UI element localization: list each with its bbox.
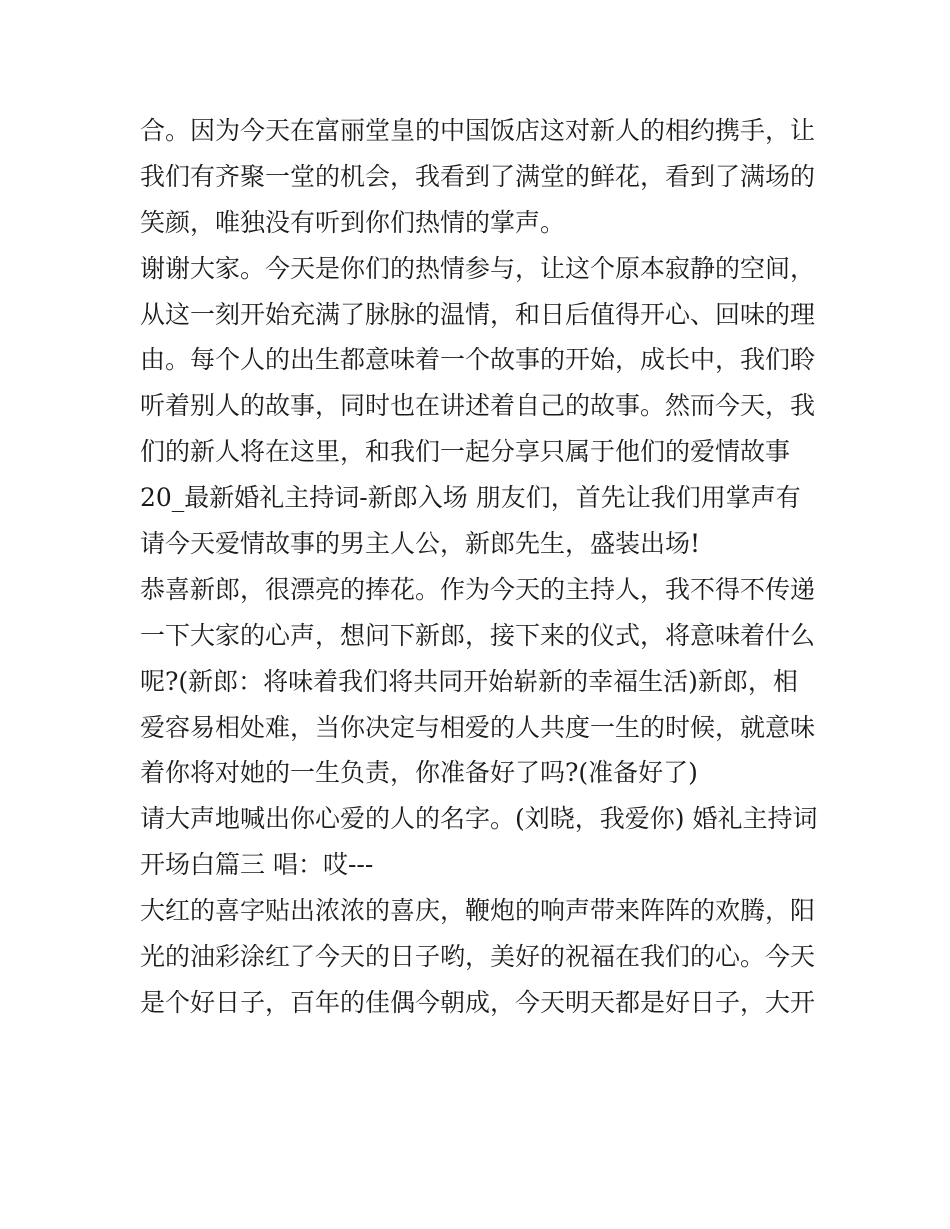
text-line: 合。因为今天在富丽堂皇的中国饭店这对新人的相约携手，让 bbox=[140, 116, 816, 145]
text-line: 笑颜，唯独没有听到你们热情的掌声。 bbox=[140, 207, 566, 237]
text-line: 听着别人的故事，同时也在讲述着自己的故事。然而今天，我 bbox=[140, 391, 816, 421]
text-line: 请大声地喊出你心爱的人的名字。(刘晓，我爱你) 婚礼主持词 bbox=[140, 804, 818, 834]
text-line: 着你将对她的一生负责，你准备好了吗?(准备好了) bbox=[140, 758, 698, 788]
text-line: 们的新人将在这里，和我们一起分享只属于他们的爱情故事 bbox=[140, 437, 791, 467]
text-line: 请今天爱情故事的男主人公，新郎先生，盛装出场! bbox=[140, 529, 701, 559]
text-line: 由。每个人的出生都意味着一个故事的开始，成长中，我们聆 bbox=[140, 345, 816, 375]
text-line: 光的油彩涂红了今天的日子哟，美好的祝福在我们的心。今天 bbox=[140, 942, 816, 972]
text-line: 开场白篇三 唱：哎--- bbox=[140, 850, 374, 880]
text-line: 爱容易相处难，当你决定与相爱的人共度一生的时候，就意味 bbox=[140, 712, 816, 742]
body-text bbox=[140, 108, 820, 1026]
text-line: 恭喜新郎，很漂亮的捧花。作为今天的主持人，我不得不传递 bbox=[140, 574, 816, 604]
text-line: 大红的喜字贴出浓浓的喜庆，鞭炮的响声带来阵阵的欢腾，阳 bbox=[140, 896, 816, 926]
text-line: 从这一刻开始充满了脉脉的温情，和日后值得开心、回味的理 bbox=[140, 299, 816, 329]
text-line: 是个好日子，百年的佳偶今朝成，今天明天都是好日子，大开 bbox=[140, 987, 816, 1017]
text-line: 呢?(新郎：将味着我们将共同开始崭新的幸福生活)新郎，相 bbox=[140, 666, 798, 696]
text-line: 谢谢大家。今天是你们的热情参与，让这个原本寂静的空间， bbox=[140, 253, 816, 283]
text-line: 一下大家的心声，想问下新郎，接下来的仪式，将意味着什么 bbox=[140, 620, 816, 650]
text-line: 20_最新婚礼主持词-新郎入场 朋友们，首先让我们用掌声有 bbox=[140, 483, 801, 513]
text-line: 我们有齐聚一堂的机会，我看到了满堂的鲜花，看到了满场的 bbox=[140, 161, 816, 191]
